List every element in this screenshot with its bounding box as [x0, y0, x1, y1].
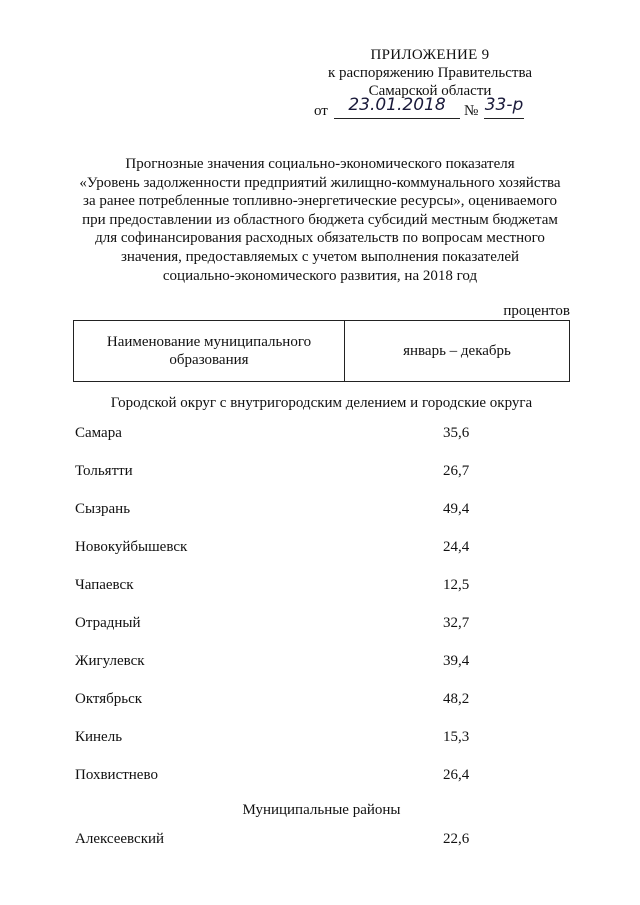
table-row	[75, 577, 495, 597]
row-name: Кинель	[75, 729, 123, 745]
table-row	[75, 729, 495, 749]
table-row	[75, 653, 495, 673]
section-title: Городской округ с внутригородским делением и городские округа	[110, 395, 533, 411]
unit-label: процентов	[503, 303, 570, 319]
table-row	[75, 831, 495, 851]
row-value: 48,2	[443, 691, 470, 707]
table-row	[75, 539, 495, 559]
row-value: 26,4	[443, 767, 470, 783]
column-header-period: январь – декабрь	[403, 342, 511, 359]
row-value: 35,6	[443, 425, 470, 441]
row-name: Жигулевск	[75, 653, 145, 669]
appendix-line-2: Самарской области	[368, 83, 492, 99]
table-header	[73, 320, 570, 382]
from-label: от	[314, 103, 328, 119]
row-value: 15,3	[443, 729, 470, 745]
row-name: Алексеевский	[75, 831, 165, 847]
row-name: Тольятти	[75, 463, 133, 479]
number-label: №	[464, 103, 479, 119]
heading-line: социально-экономического развития, на 2018 год	[162, 267, 478, 284]
row-name: Сызрань	[75, 501, 131, 517]
heading-line: для софинансирования расходных обязательств по вопросам местного	[95, 230, 545, 247]
handwritten-number: 33-р	[484, 96, 524, 119]
heading-line: значения, предоставляемых с учетом выполнения показателей	[120, 248, 520, 265]
row-value: 12,5	[443, 577, 470, 593]
handwritten-date: 23.01.2018	[334, 96, 460, 119]
row-name: Отрадный	[75, 615, 141, 631]
table-row	[75, 501, 495, 521]
heading-line: Прогнозные значения социально-экономического показателя	[125, 156, 515, 172]
table-row	[75, 691, 495, 711]
document-number-line	[300, 95, 560, 122]
appendix-block	[300, 46, 560, 122]
appendix-title: ПРИЛОЖЕНИЕ 9	[370, 47, 490, 63]
column-header-line: образования	[169, 352, 249, 368]
row-value: 26,7	[443, 463, 470, 479]
row-name: Похвистнево	[75, 767, 158, 783]
heading-line: «Уровень задолженности предприятий жилищно-коммунального хозяйства	[79, 174, 561, 191]
column-header-municipality	[74, 321, 345, 381]
section-title: Муниципальные районы	[242, 802, 401, 818]
row-name: Новокуйбышевск	[75, 539, 188, 555]
row-value: 49,4	[443, 501, 470, 517]
table-row	[75, 767, 495, 787]
column-header-line: Наименование муниципального	[106, 334, 312, 350]
appendix-line-1: к распоряжению Правительства	[327, 65, 532, 81]
row-name: Чапаевск	[75, 577, 134, 593]
row-name: Октябрьск	[75, 691, 143, 707]
row-value: 32,7	[443, 615, 470, 631]
row-value: 22,6	[443, 831, 470, 847]
table-row	[75, 425, 495, 445]
row-name: Самара	[75, 425, 122, 441]
row-value: 39,4	[443, 653, 470, 669]
table-row	[75, 615, 495, 635]
row-value: 24,4	[443, 539, 470, 555]
table-row	[75, 463, 495, 483]
heading-line: за ранее потребленные топливно-энергетические ресурсы», оцениваемого	[83, 193, 557, 210]
document-heading	[70, 155, 570, 285]
heading-line: при предоставлении из областного бюджета субсидий местным бюджетам	[82, 211, 558, 228]
